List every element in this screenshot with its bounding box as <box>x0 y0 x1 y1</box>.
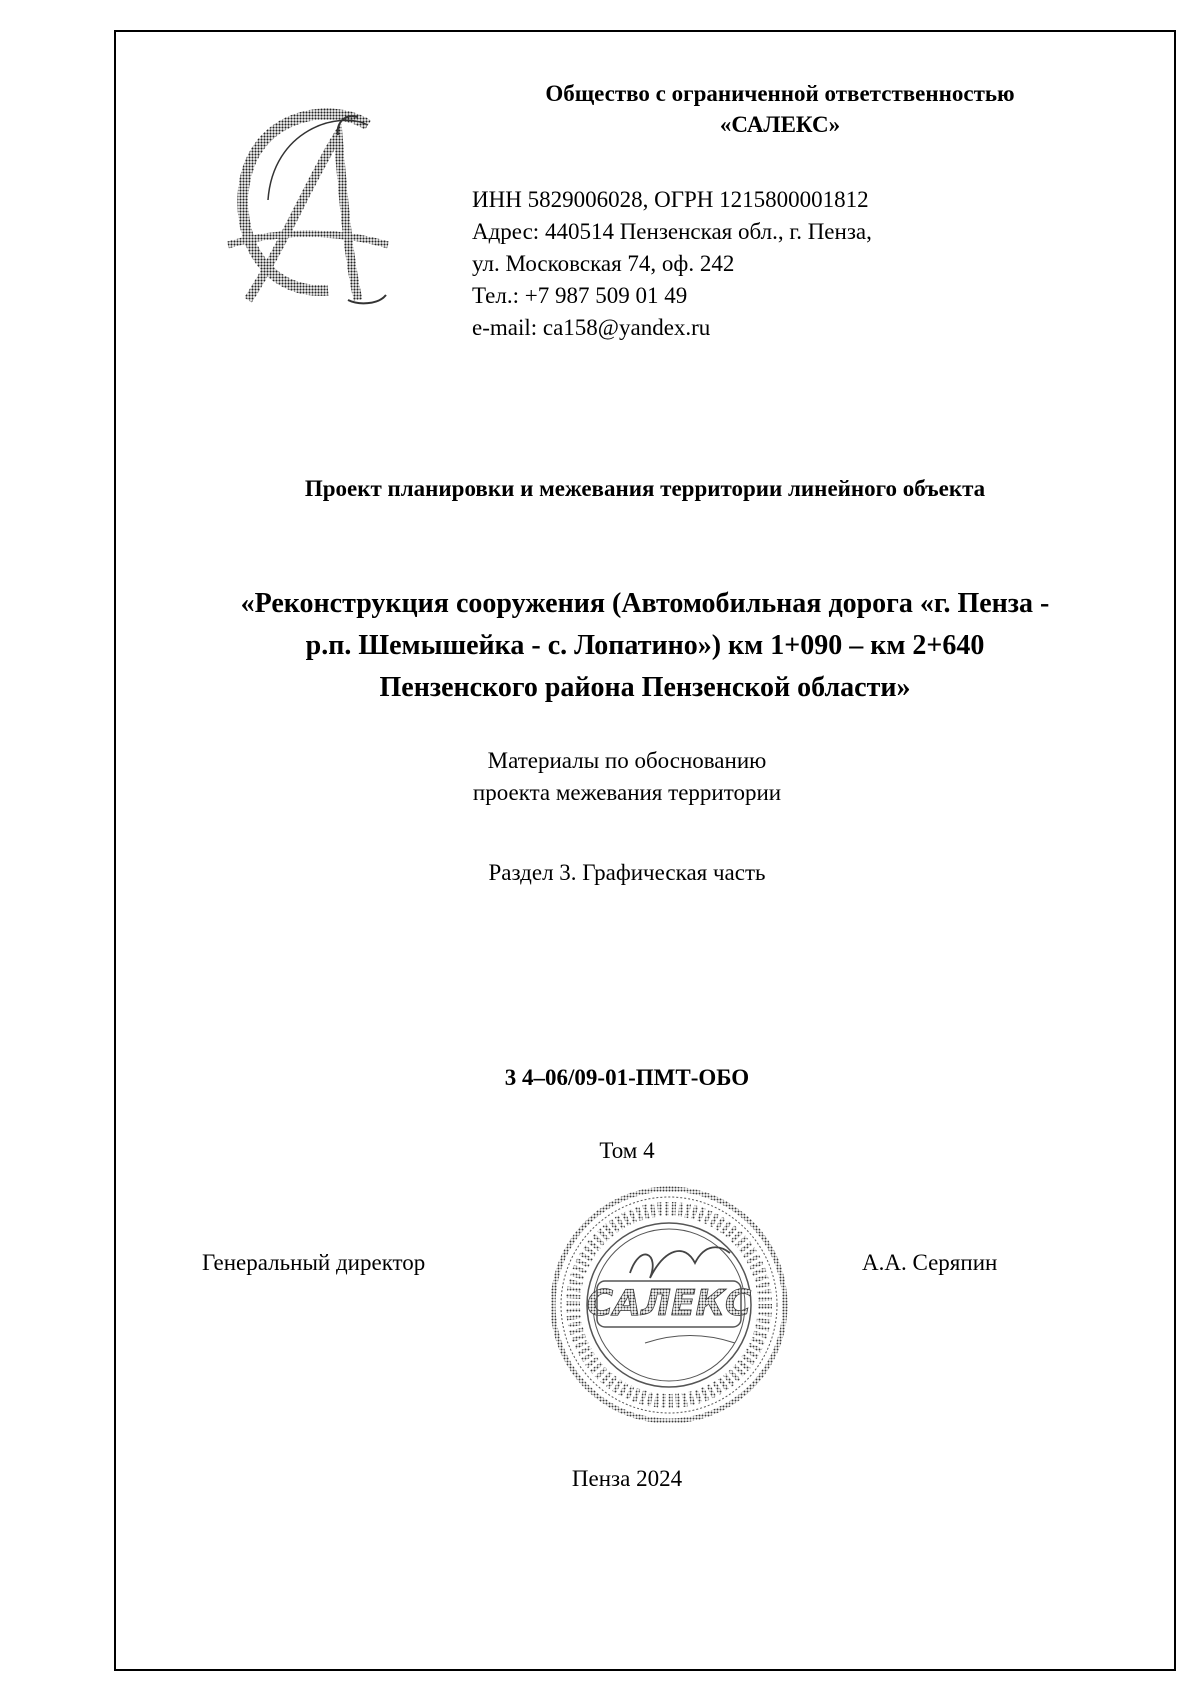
company-name <box>430 78 1130 140</box>
stamp-center-text: САЛЕКС <box>586 1283 752 1324</box>
document-code: 3 4–06/09-01-ПМТ-ОБО <box>504 1065 750 1090</box>
company-name-line1: Общество с ограниченной ответственностью <box>545 81 1015 106</box>
company-inn-ogrn: ИНН 5829006028, ОГРН 1215800001812 <box>472 187 869 212</box>
company-address-line2: ул. Московская 74, оф. 242 <box>472 251 735 276</box>
company-phone: Тел.: +7 987 509 01 49 <box>472 283 688 308</box>
materials-line2: проекта межевания территории <box>472 780 782 805</box>
section-title: Раздел 3. Графическая часть <box>488 860 766 885</box>
signatory-position: Генеральный директор <box>202 1250 426 1275</box>
company-email: e-mail: ca158@yandex.ru <box>472 315 711 340</box>
object-name-line2: р.п. Шемышейка - с. Лопатино») км 1+090 – км 2+640 <box>305 630 985 661</box>
company-name-line2: «САЛЕКС» <box>719 112 841 137</box>
company-seal-stamp <box>545 1183 793 1427</box>
materials-line1: Материалы по обоснованию <box>487 748 767 773</box>
project-title: Проект планировки и межевания территории линейного объекта <box>304 476 986 501</box>
object-name-line3: Пензенского района Пензенской области» <box>379 672 911 703</box>
object-name <box>114 583 1176 709</box>
volume-number: Том 4 <box>599 1138 655 1163</box>
company-logo <box>218 105 398 315</box>
materials-title <box>114 745 1140 809</box>
object-name-line1: «Реконструкция сооружения (Автомобильная дорога «г. Пенза - <box>240 588 1050 619</box>
company-details <box>472 184 872 344</box>
city-and-year: Пенза 2024 <box>571 1466 683 1491</box>
signatory-name: А.А. Серяпин <box>862 1250 998 1275</box>
company-address-line1: Адрес: 440514 Пензенская обл., г. Пенза, <box>472 219 872 244</box>
